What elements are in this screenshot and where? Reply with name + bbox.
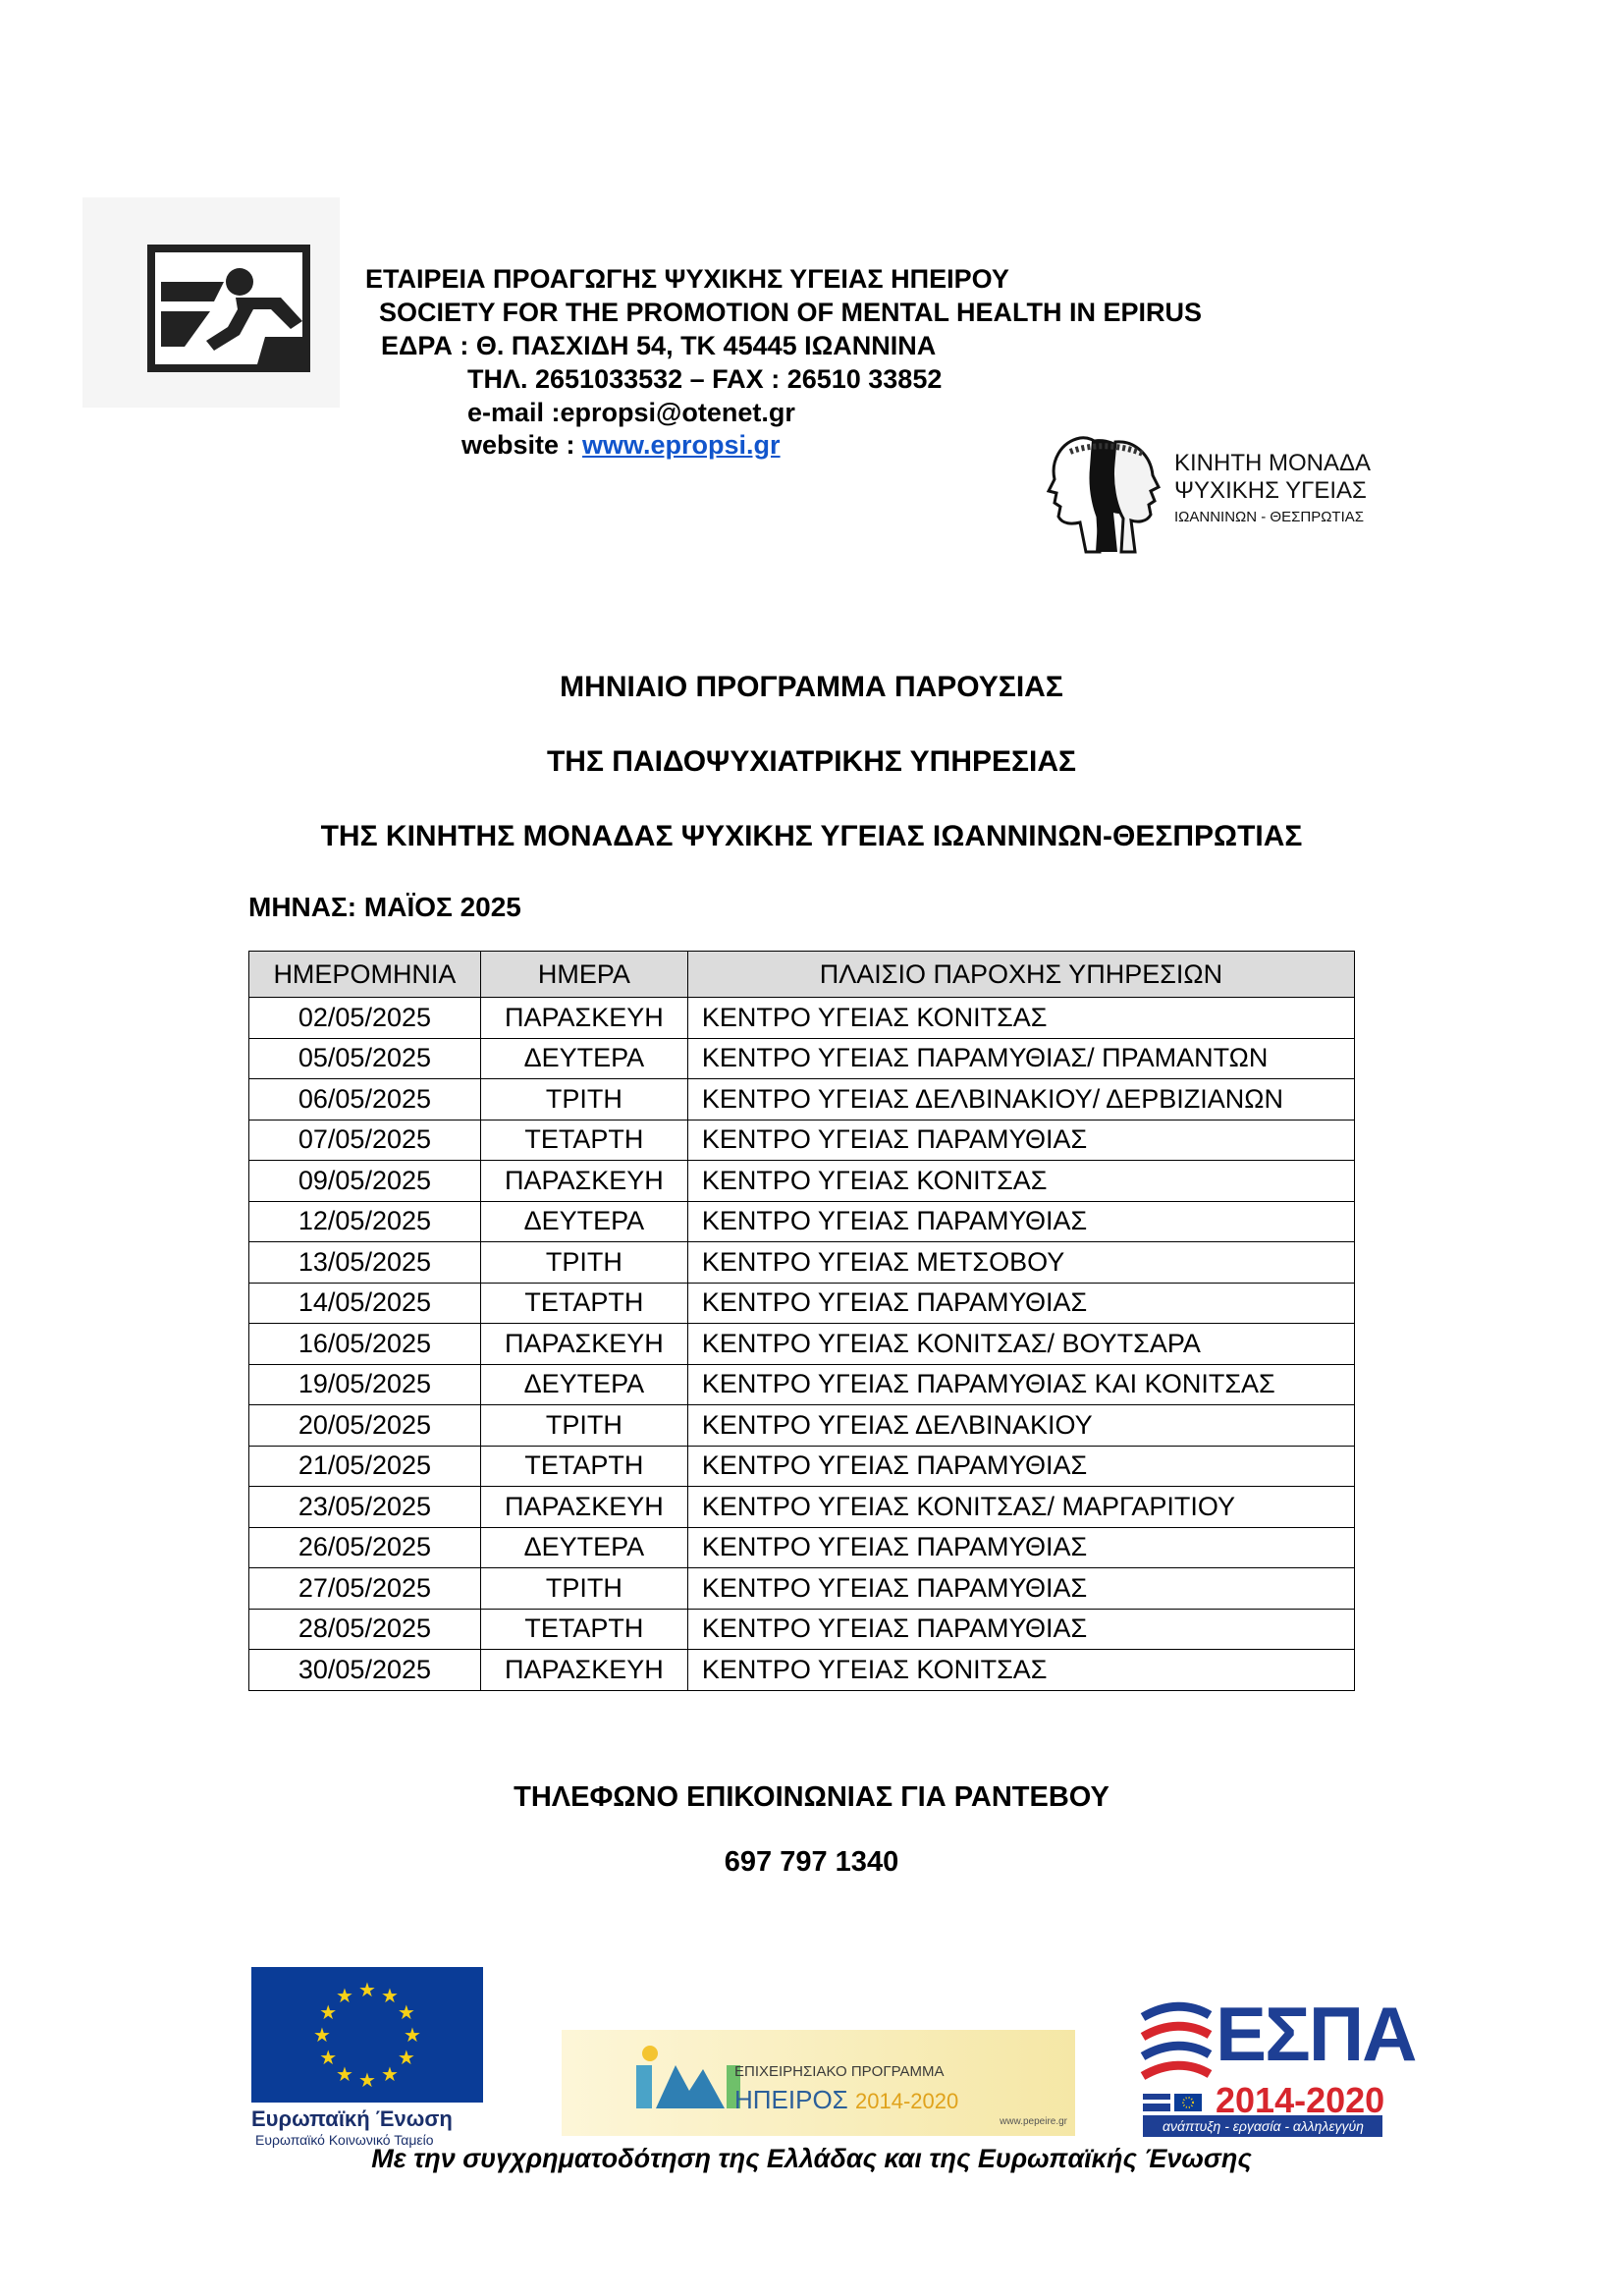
table-row	[249, 1161, 1355, 1202]
table-row	[249, 1201, 1355, 1242]
org-phone-fax: ΤΗΛ. 2651033532 – FAX : 26510 33852	[467, 364, 943, 394]
unit-logo-line2: ΨΥΧΙΚΗΣ ΥΓΕΙΑΣ	[1174, 477, 1367, 504]
day-cell: ΤΡΙΤΗ	[480, 1405, 687, 1447]
website-link[interactable]: www.epropsi.gr	[582, 430, 781, 460]
date-cell: 23/05/2025	[249, 1487, 481, 1528]
eu-flag-icon	[251, 1967, 483, 2103]
eu-star-icon: ★	[358, 1980, 376, 2001]
location-cell: ΚΕΝΤΡΟ ΥΓΕΙΑΣ ΔΕΛΒΙΝΑΚΙΟΥ/ ΔΕΡΒΙΖΙΑΝΩΝ	[687, 1079, 1354, 1121]
day-cell: ΠΑΡΑΣΚΕΥΗ	[480, 1487, 687, 1528]
day-cell: ΤΕΤΑΡΤΗ	[480, 1446, 687, 1487]
day-cell: ΔΕΥΤΕΡΑ	[480, 1364, 687, 1405]
location-cell: ΚΕΝΤΡΟ ΥΓΕΙΑΣ ΠΑΡΑΜΥΘΙΑΣ	[687, 1201, 1354, 1242]
table-row	[249, 1242, 1355, 1284]
header-date: ΗΜΕΡΟΜΗΝΙΑ	[249, 952, 481, 998]
location-cell: ΚΕΝΤΡΟ ΥΓΕΙΑΣ ΚΟΝΙΤΣΑΣ	[687, 1161, 1354, 1202]
society-logo	[82, 197, 340, 408]
location-cell: ΚΕΝΤΡΟ ΥΓΕΙΑΣ ΜΕΤΣΟΒΟΥ	[687, 1242, 1354, 1284]
day-cell: ΠΑΡΑΣΚΕΥΗ	[480, 1161, 687, 1202]
table-row	[249, 1038, 1355, 1079]
eu-star-icon: ★	[404, 2025, 421, 2047]
day-cell: ΠΑΡΑΣΚΕΥΗ	[480, 998, 687, 1039]
espa-years: 2014-2020	[1216, 2080, 1385, 2120]
date-cell: 30/05/2025	[249, 1650, 481, 1691]
location-cell: ΚΕΝΤΡΟ ΥΓΕΙΑΣ ΠΑΡΑΜΥΘΙΑΣ	[687, 1609, 1354, 1650]
date-cell: 16/05/2025	[249, 1324, 481, 1365]
table-row	[249, 1487, 1355, 1528]
day-cell: ΤΕΤΑΡΤΗ	[480, 1609, 687, 1650]
eu-star-icon: ★	[319, 2048, 338, 2069]
date-cell: 12/05/2025	[249, 1201, 481, 1242]
date-cell: 27/05/2025	[249, 1568, 481, 1610]
schedule-table	[248, 951, 1355, 1691]
faces-icon	[1041, 428, 1164, 562]
table-row	[249, 1650, 1355, 1691]
eu-star-icon: ★	[397, 2002, 415, 2024]
table-row	[249, 1120, 1355, 1161]
day-cell: ΤΡΙΤΗ	[480, 1079, 687, 1121]
table-row	[249, 1079, 1355, 1121]
table-row	[249, 1405, 1355, 1447]
espa-logo	[1139, 1991, 1416, 2139]
unit-logo-line1: ΚΙΝΗΤΗ ΜΟΝΑΔΑ	[1174, 450, 1372, 476]
location-cell: ΚΕΝΤΡΟ ΥΓΕΙΑΣ ΠΑΡΑΜΥΘΙΑΣ/ ΠΡΑΜΑΝΤΩΝ	[687, 1038, 1354, 1079]
location-cell: ΚΕΝΤΡΟ ΥΓΕΙΑΣ ΔΕΛΒΙΝΑΚΙΟΥ	[687, 1405, 1354, 1447]
eu-star-icon: ★	[336, 1986, 353, 2008]
eu-subtitle: Ευρωπαϊκό Κοινωνικό Ταμείο	[255, 2132, 434, 2148]
day-cell: ΔΕΥΤΕΡΑ	[480, 1527, 687, 1568]
day-cell: ΔΕΥΤΕΡΑ	[480, 1201, 687, 1242]
contact-phone: 697 797 1340	[724, 1846, 899, 1878]
date-cell: 07/05/2025	[249, 1120, 481, 1161]
header-location: ΠΛΑΙΣΙΟ ΠΑΡΟΧΗΣ ΥΠΗΡΕΣΙΩΝ	[687, 952, 1354, 998]
contact-label: ΤΗΛΕΦΩΝΟ ΕΠΙΚΟΙΝΩΝΙΑΣ ΓΙΑ ΡΑΝΤΕΒΟΥ	[514, 1781, 1109, 1813]
table-row	[249, 1364, 1355, 1405]
day-cell: ΤΕΤΑΡΤΗ	[480, 1283, 687, 1324]
location-cell: ΚΕΝΤΡΟ ΥΓΕΙΑΣ ΠΑΡΑΜΥΘΙΑΣ	[687, 1446, 1354, 1487]
eu-star-icon: ★	[381, 2063, 399, 2086]
title-line-2: ΤΗΣ ΠΑΙΔΟΨΥΧΙΑΤΡΙΚΗΣ ΥΠΗΡΕΣΙΑΣ	[546, 745, 1077, 778]
date-cell: 19/05/2025	[249, 1364, 481, 1405]
epirus-line2: ΗΠΕΙΡΟΣ	[734, 2085, 848, 2114]
epirus-url: www.pepeire.gr	[1000, 2116, 1067, 2127]
date-cell: 05/05/2025	[249, 1038, 481, 1079]
table-row	[249, 1527, 1355, 1568]
header-day: ΗΜΕΡΑ	[480, 952, 687, 998]
epirus-program-logo	[562, 2030, 1075, 2136]
date-cell: 06/05/2025	[249, 1079, 481, 1121]
location-cell: ΚΕΝΤΡΟ ΥΓΕΙΑΣ ΠΑΡΑΜΥΘΙΑΣ	[687, 1568, 1354, 1610]
location-cell: ΚΕΝΤΡΟ ΥΓΕΙΑΣ ΚΟΝΙΤΣΑΣ/ ΜΑΡΓΑΡΙΤΙΟΥ	[687, 1487, 1354, 1528]
eu-star-icon: ★	[397, 2048, 415, 2069]
day-cell: ΤΡΙΤΗ	[480, 1568, 687, 1610]
day-cell: ΔΕΥΤΕΡΑ	[480, 1038, 687, 1079]
eu-logo	[251, 1967, 485, 2148]
org-name-english: SOCIETY FOR THE PROMOTION OF MENTAL HEALTH IN EPIRUS	[379, 298, 1203, 327]
day-cell: ΤΕΤΑΡΤΗ	[480, 1120, 687, 1161]
espa-title: ΕΣΠΑ	[1216, 1991, 1416, 2077]
unit-logo-line3: ΙΩΑΝΝΙΝΩΝ - ΘΕΣΠΡΩΤΙΑΣ	[1174, 509, 1365, 525]
eu-star-icon: ★	[313, 2025, 331, 2047]
day-cell: ΤΡΙΤΗ	[480, 1242, 687, 1284]
table-row	[249, 1283, 1355, 1324]
org-name-greek: ΕΤΑΙΡΕΙΑ ΠΡΟΑΓΩΓΗΣ ΨΥΧΙΚΗΣ ΥΓΕΙΑΣ ΗΠΕΙΡΟΥ	[365, 264, 1009, 294]
title-line-1: ΜΗΝΙΑΙΟ ΠΡΟΓΡΑΜΜΑ ΠΑΡΟΥΣΙΑΣ	[560, 671, 1063, 703]
table-row	[249, 1609, 1355, 1650]
month-label: ΜΗΝΑΣ: ΜΑΪΟΣ 2025	[248, 892, 521, 922]
org-website	[461, 429, 781, 462]
date-cell: 14/05/2025	[249, 1283, 481, 1324]
table-row	[249, 1446, 1355, 1487]
location-cell: ΚΕΝΤΡΟ ΥΓΕΙΑΣ ΠΑΡΑΜΥΘΙΑΣ ΚΑΙ ΚΟΝΙΤΣΑΣ	[687, 1364, 1354, 1405]
date-cell: 21/05/2025	[249, 1446, 481, 1487]
org-email: e-mail :epropsi@otenet.gr	[467, 398, 795, 427]
date-cell: 26/05/2025	[249, 1527, 481, 1568]
day-cell: ΠΑΡΑΣΚΕΥΗ	[480, 1650, 687, 1691]
date-cell: 20/05/2025	[249, 1405, 481, 1447]
date-cell: 13/05/2025	[249, 1242, 481, 1284]
cofunding-note: Με την συγχρηματοδότηση της Ελλάδας και της Ευρωπαϊκής Ένωσης	[371, 2144, 1252, 2173]
location-cell: ΚΕΝΤΡΟ ΥΓΕΙΑΣ ΚΟΝΙΤΣΑΣ	[687, 998, 1354, 1039]
date-cell: 09/05/2025	[249, 1161, 481, 1202]
espa-slogan: ανάπτυξη - εργασία - αλληλεγγύη	[1163, 2118, 1364, 2134]
eu-star-icon: ★	[358, 2070, 376, 2092]
eu-star-icon: ★	[319, 2002, 338, 2024]
table-row	[249, 1568, 1355, 1610]
date-cell: 28/05/2025	[249, 1609, 481, 1650]
eu-star-icon: ★	[336, 2063, 353, 2086]
epirus-mountains-icon	[630, 2036, 748, 2134]
epirus-years: 2014-2020	[855, 2089, 959, 2113]
location-cell: ΚΕΝΤΡΟ ΥΓΕΙΑΣ ΠΑΡΑΜΥΘΙΑΣ	[687, 1527, 1354, 1568]
location-cell: ΚΕΝΤΡΟ ΥΓΕΙΑΣ ΠΑΡΑΜΥΘΙΑΣ	[687, 1283, 1354, 1324]
location-cell: ΚΕΝΤΡΟ ΥΓΕΙΑΣ ΚΟΝΙΤΣΑΣ	[687, 1650, 1354, 1691]
org-address: ΕΔΡΑ : Θ. ΠΑΣΧΙΔΗ 54, ΤΚ 45445 ΙΩΑΝΝΙΝΑ	[381, 331, 937, 360]
location-cell: ΚΕΝΤΡΟ ΥΓΕΙΑΣ ΚΟΝΙΤΣΑΣ/ ΒΟΥΤΣΑΡΑ	[687, 1324, 1354, 1365]
table-row	[249, 1324, 1355, 1365]
eu-title: Ευρωπαϊκή Ένωση	[251, 2106, 453, 2131]
table-row	[249, 998, 1355, 1039]
mobile-unit-logo	[1041, 428, 1404, 562]
date-cell: 02/05/2025	[249, 998, 481, 1039]
location-cell: ΚΕΝΤΡΟ ΥΓΕΙΑΣ ΠΑΡΑΜΥΘΙΑΣ	[687, 1120, 1354, 1161]
title-line-3: ΤΗΣ ΚΙΝΗΤΗΣ ΜΟΝΑΔΑΣ ΨΥΧΙΚΗΣ ΥΓΕΙΑΣ ΙΩΑΝΝΙΝΩΝ-ΘΕΣΠΡΩΤΙΑΣ	[320, 820, 1303, 852]
day-cell: ΠΑΡΑΣΚΕΥΗ	[480, 1324, 687, 1365]
epirus-line1: ΕΠΙΧΕΙΡΗΣΙΑΚΟ ΠΡΟΓΡΑΜΜΑ	[734, 2063, 945, 2080]
website-label: website :	[461, 430, 583, 460]
eu-star-icon: ★	[381, 1986, 399, 2008]
table-header-row	[249, 952, 1355, 998]
